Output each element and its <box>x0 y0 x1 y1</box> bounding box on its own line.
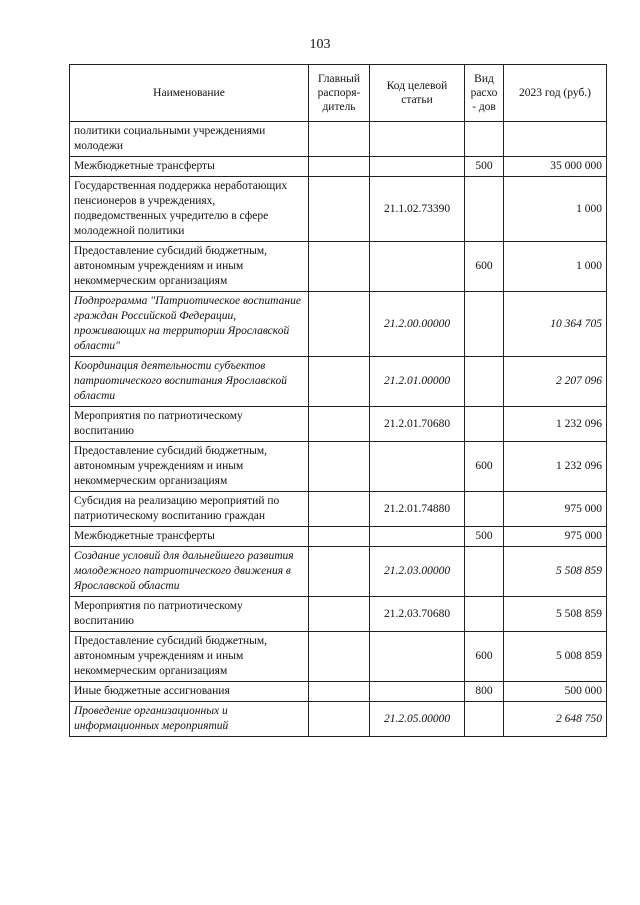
row-type-cell: 600 <box>465 242 504 292</box>
row-amount-cell: 5 008 859 <box>504 632 607 682</box>
row-name-cell: Предоставление субсидий бюджетным, автономным учреждениям и иным некоммерческим организациям <box>70 632 309 682</box>
table-row <box>70 547 607 597</box>
row-admin-cell <box>309 702 370 737</box>
budget-table <box>69 64 607 737</box>
row-amount-cell: 1 232 096 <box>504 442 607 492</box>
header-code: Код целевой статьи <box>370 65 465 122</box>
row-amount-cell: 5 508 859 <box>504 547 607 597</box>
row-type-cell <box>465 177 504 242</box>
row-name-cell: Создание условий для дальнейшего развития молодежного патриотического движения в Ярославской области <box>70 547 309 597</box>
table-row <box>70 442 607 492</box>
row-amount-cell: 2 207 096 <box>504 357 607 407</box>
row-admin-cell <box>309 527 370 547</box>
row-admin-cell <box>309 242 370 292</box>
table-row <box>70 242 607 292</box>
table-body <box>70 122 607 737</box>
row-code-cell: 21.2.00.00000 <box>370 292 465 357</box>
table-row <box>70 682 607 702</box>
table-row <box>70 177 607 242</box>
row-type-cell: 800 <box>465 682 504 702</box>
row-name-cell: Межбюджетные трансферты <box>70 157 309 177</box>
row-name-cell: Государственная поддержка неработающих пенсионеров в учреждениях, подведомственных учредителю в сфере молодежной политики <box>70 177 309 242</box>
row-name-cell: Иные бюджетные ассигнования <box>70 682 309 702</box>
row-name-cell: Субсидия на реализацию мероприятий по патриотическому воспитанию граждан <box>70 492 309 527</box>
table-row <box>70 527 607 547</box>
row-code-cell: 21.2.03.70680 <box>370 597 465 632</box>
row-code-cell <box>370 682 465 702</box>
table-row <box>70 407 607 442</box>
table-row <box>70 157 607 177</box>
row-code-cell <box>370 527 465 547</box>
page-number: 103 <box>309 37 331 52</box>
row-admin-cell <box>309 492 370 527</box>
row-name-cell: Мероприятия по патриотическому воспитанию <box>70 597 309 632</box>
row-code-cell <box>370 442 465 492</box>
row-name-cell: Мероприятия по патриотическому воспитанию <box>70 407 309 442</box>
row-admin-cell <box>309 407 370 442</box>
row-amount-cell: 1 000 <box>504 177 607 242</box>
row-code-cell: 21.1.02.73390 <box>370 177 465 242</box>
row-admin-cell <box>309 632 370 682</box>
row-admin-cell <box>309 357 370 407</box>
row-code-cell <box>370 242 465 292</box>
table-row <box>70 122 607 157</box>
row-code-cell <box>370 157 465 177</box>
row-amount-cell <box>504 122 607 157</box>
row-code-cell: 21.2.01.00000 <box>370 357 465 407</box>
row-type-cell: 500 <box>465 527 504 547</box>
table-row <box>70 632 607 682</box>
row-admin-cell <box>309 122 370 157</box>
row-name-cell: Межбюджетные трансферты <box>70 527 309 547</box>
row-code-cell <box>370 632 465 682</box>
row-name-cell: Подпрограмма "Патриотическое воспитание граждан Российской Федерации, проживающих на территории Ярославской области" <box>70 292 309 357</box>
row-type-cell <box>465 407 504 442</box>
row-type-cell <box>465 547 504 597</box>
header-name: Наименование <box>70 65 309 122</box>
row-name-cell: политики социальными учреждениями молодежи <box>70 122 309 157</box>
table-row <box>70 702 607 737</box>
row-type-cell: 500 <box>465 157 504 177</box>
table-row <box>70 292 607 357</box>
row-amount-cell: 500 000 <box>504 682 607 702</box>
row-code-cell: 21.2.03.00000 <box>370 547 465 597</box>
row-amount-cell: 35 000 000 <box>504 157 607 177</box>
row-amount-cell: 1 000 <box>504 242 607 292</box>
row-amount-cell: 975 000 <box>504 492 607 527</box>
row-name-cell: Предоставление субсидий бюджетным, автономным учреждениям и иным некоммерческим организациям <box>70 442 309 492</box>
table-row <box>70 492 607 527</box>
row-name-cell: Проведение организационных и информационных мероприятий <box>70 702 309 737</box>
table-header-row <box>70 65 607 122</box>
row-amount-cell: 10 364 705 <box>504 292 607 357</box>
header-amount: 2023 год (руб.) <box>504 65 607 122</box>
row-code-cell: 21.2.01.70680 <box>370 407 465 442</box>
header-admin: Главный распоря- дитель <box>309 65 370 122</box>
row-admin-cell <box>309 547 370 597</box>
header-type: Вид расхо- дов <box>465 65 504 122</box>
row-admin-cell <box>309 292 370 357</box>
row-name-cell: Координация деятельности субъектов патриотического воспитания Ярославской области <box>70 357 309 407</box>
row-amount-cell: 1 232 096 <box>504 407 607 442</box>
row-type-cell: 600 <box>465 632 504 682</box>
row-admin-cell <box>309 177 370 242</box>
row-amount-cell: 2 648 750 <box>504 702 607 737</box>
row-name-cell: Предоставление субсидий бюджетным, автономным учреждениям и иным некоммерческим организациям <box>70 242 309 292</box>
row-type-cell: 600 <box>465 442 504 492</box>
row-code-cell <box>370 122 465 157</box>
row-amount-cell: 975 000 <box>504 527 607 547</box>
row-amount-cell: 5 508 859 <box>504 597 607 632</box>
row-type-cell <box>465 597 504 632</box>
row-code-cell: 21.2.05.00000 <box>370 702 465 737</box>
row-type-cell <box>465 122 504 157</box>
row-type-cell <box>465 357 504 407</box>
row-admin-cell <box>309 157 370 177</box>
row-code-cell: 21.2.01.74880 <box>370 492 465 527</box>
row-type-cell <box>465 292 504 357</box>
table-row <box>70 357 607 407</box>
row-type-cell <box>465 492 504 527</box>
table-row <box>70 597 607 632</box>
row-type-cell <box>465 702 504 737</box>
row-admin-cell <box>309 597 370 632</box>
row-admin-cell <box>309 442 370 492</box>
row-admin-cell <box>309 682 370 702</box>
